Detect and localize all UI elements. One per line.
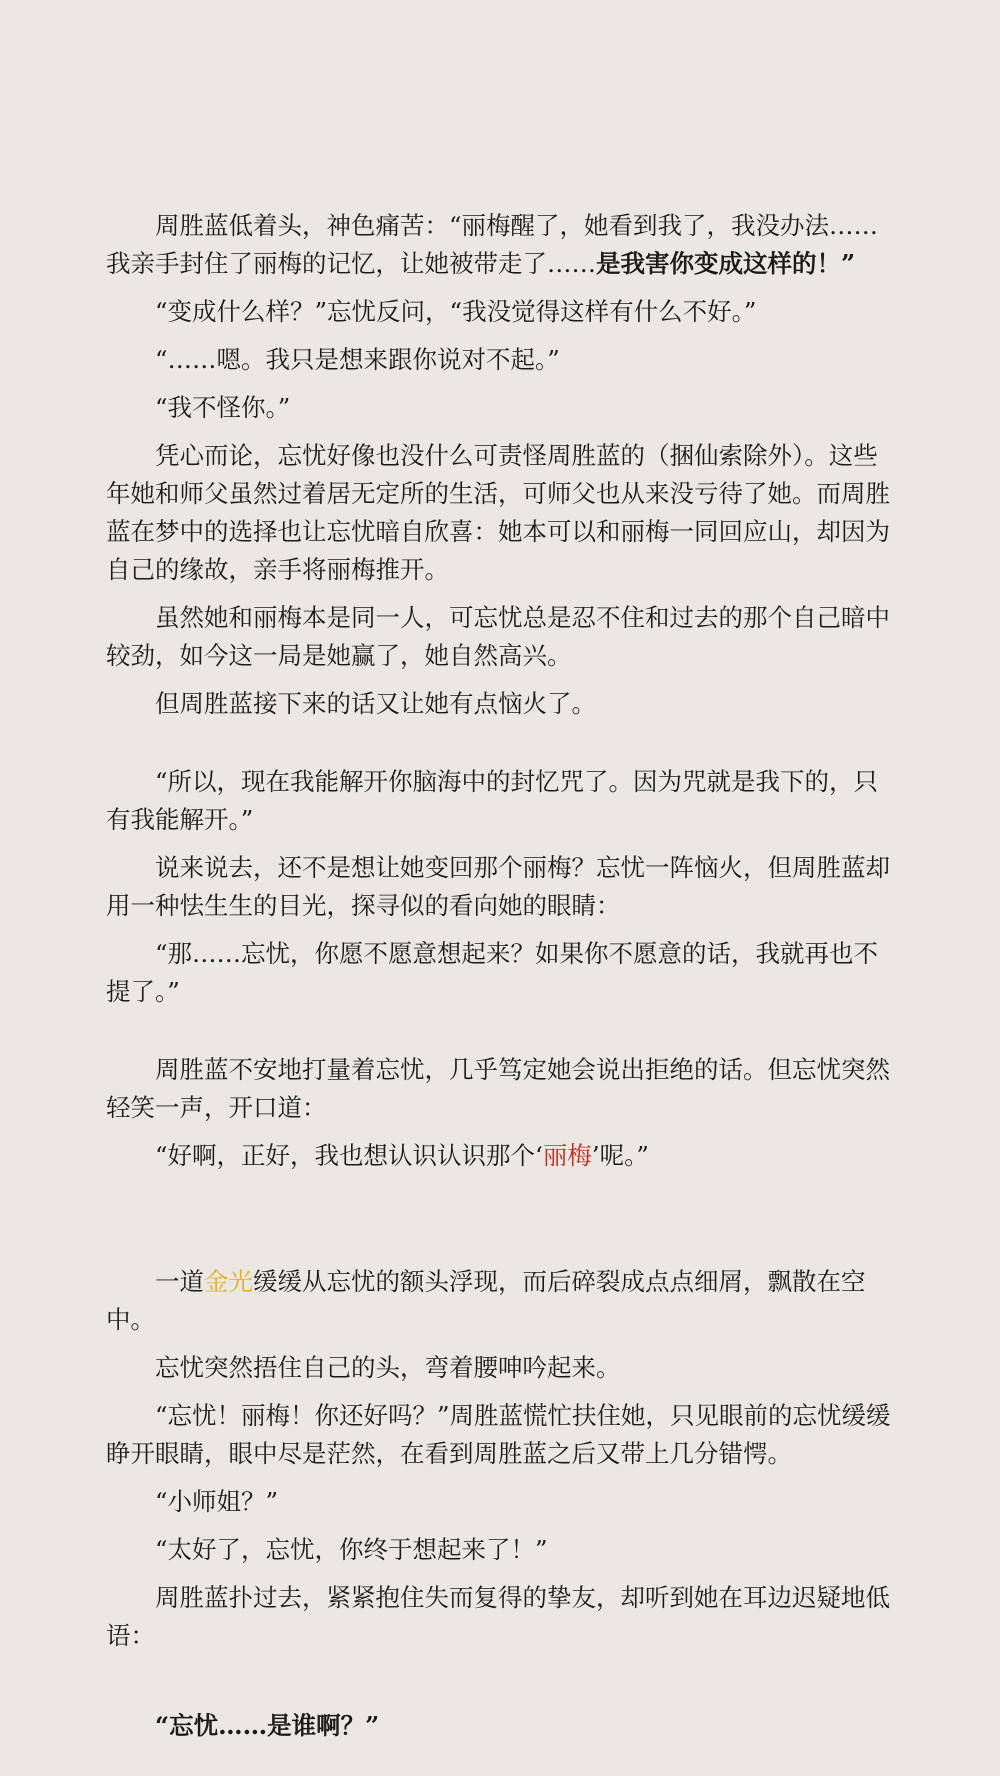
text-run: 虽然她和丽梅本是同一人，可忘忧总是忍不住和过去的那个自己暗中较劲，如今这一局是她赢了，她自然高兴。 (106, 603, 890, 670)
paragraph (106, 1483, 898, 1521)
paragraph (106, 685, 898, 723)
text-run: “小师姐？” (155, 1487, 279, 1516)
gold-highlight-text: 金光 (204, 1267, 253, 1296)
paragraph (106, 389, 898, 427)
text-run: 缓缓从忘忧的额头浮现，而后碎裂成点点细屑，飘散在空中。 (106, 1267, 866, 1334)
text-run: 说来说去，还不是想让她变回那个丽梅？忘忧一阵恼火，但周胜蓝却用一种怯生生的目光，探寻似的看向她的眼睛： (106, 853, 890, 920)
emphasized-text: 是我害你变成这样的！” (596, 249, 856, 278)
paragraph (106, 293, 898, 331)
paragraph (106, 1263, 898, 1339)
text-run: “忘忧！丽梅！你还好吗？”周胜蓝慌忙扶住她，只见眼前的忘忧缓缓睁开眼睛，眼中尽是茫然，在看到周胜蓝之后又带上几分错愕。 (106, 1401, 891, 1468)
paragraph (106, 1051, 898, 1127)
story-text (106, 207, 898, 1755)
paragraph (106, 437, 898, 589)
paragraph (106, 1707, 898, 1745)
paragraph (106, 599, 898, 675)
text-run: 忘忧突然捂住自己的头，弯着腰呻吟起来。 (155, 1353, 621, 1382)
paragraph (106, 1579, 898, 1655)
text-run: “我不怪你。” (155, 393, 291, 422)
paragraph (106, 207, 898, 283)
text-run: 周胜蓝不安地打量着忘忧，几乎笃定她会说出拒绝的话。但忘忧突然轻笑一声，开口道： (106, 1055, 890, 1122)
text-run: “……嗯。我只是想来跟你说对不起。” (155, 345, 560, 374)
text-run: 周胜蓝低着头，神色痛苦：“丽梅醒了，她看到我了，我没办法……我亲手封住了丽梅的记忆，让她被带走了…… (106, 211, 879, 278)
paragraph (106, 1531, 898, 1569)
paragraph (106, 1349, 898, 1387)
text-run: 凭心而论，忘忧好像也没什么可责怪周胜蓝的（捆仙索除外）。这些年她和师父虽然过着居无定所的生活，可师父也从来没亏待了她。而周胜蓝在梦中的选择也让忘忧暗自欣喜：她本可以和丽梅一同回应山，却因为自己的缘故，亲手将丽梅推开。 (106, 441, 890, 584)
text-run: “太好了，忘忧，你终于想起来了！” (155, 1535, 548, 1564)
text-run: ’呢。” (591, 1141, 649, 1170)
paragraph (106, 1397, 898, 1473)
text-run: “变成什么样？”忘忧反问，“我没觉得这样有什么不好。” (155, 297, 757, 326)
red-highlight-text: 丽梅 (542, 1141, 592, 1170)
text-run: “好啊，正好，我也想认识认识那个‘ (155, 1141, 543, 1170)
paragraph (106, 341, 898, 379)
paragraph (106, 849, 898, 925)
paragraph (106, 763, 898, 839)
text-run: “那……忘忧，你愿不愿意想起来？如果你不愿意的话，我就再也不提了。” (106, 939, 879, 1006)
text-run: 一道 (155, 1267, 204, 1296)
text-run: 周胜蓝扑过去，紧紧抱住失而复得的挚友，却听到她在耳边迟疑地低语： (106, 1583, 890, 1650)
emphasized-text: “忘忧……是谁啊？” (155, 1711, 380, 1740)
paragraph (106, 1137, 898, 1175)
text-run: “所以，现在我能解开你脑海中的封忆咒了。因为咒就是我下的，只有我能解开。” (106, 767, 879, 834)
paragraph (106, 935, 898, 1011)
text-run: 但周胜蓝接下来的话又让她有点恼火了。 (155, 689, 596, 718)
